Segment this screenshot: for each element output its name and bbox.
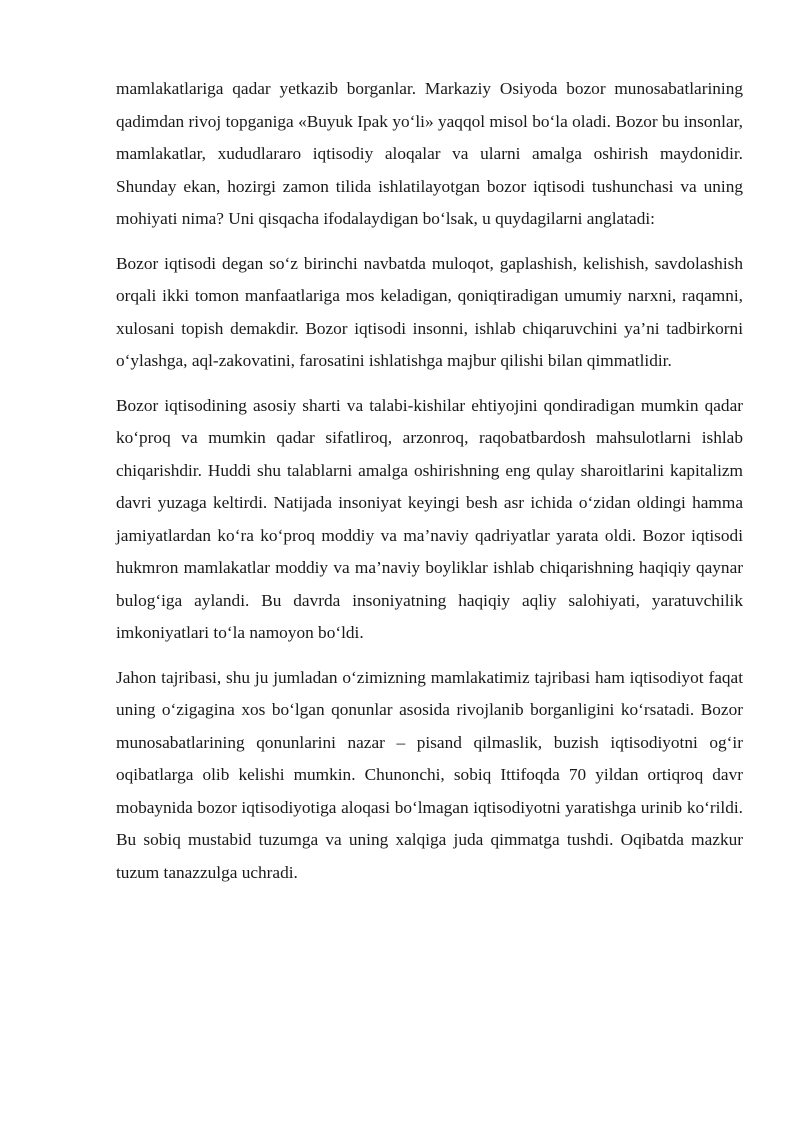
paragraph-2: Bozor iqtisodi degan so‘z birinchi navbatda muloqot, gaplashish, kelishish, savdolashish orqali ikki tomon manfaatlariga mos keladigan, qoniqtiradigan umumiy narxni, raqamni, xulosani topish demakdir. Bozor iqtisodi insonni, ishlab chiqaruvchini ya’ni tadbirkorni o‘ylashga, aql-zakovatini, farosatini ishlatishga majbur qilishi bilan qimmatlidir. [116,253,743,370]
paragraph-4: Jahon tajribasi, shu ju jumladan o‘zimizning mamlakatimiz tajribasi ham iqtisodiyot faqat uning o‘zigagina xos bo‘lgan qonunlar asosida rivojlanib borganligini ko‘rsatadi. Bozor munosabatlarining qonunlarini nazar – pisand qilmaslik, buzish iqtisodiyotni og‘ir oqibatlarga olib kelishi mumkin. Chunonchi, sobiq Ittifoqda 70 yildan ortiqroq davr mobaynida bozor iqtisodiyotiga aloqasi bo‘lmagan iqtisodiyotni yaratishga urinib ko‘rildi. Bu sobiq mustabid tuzumga va uning xalqiga juda qimmatga tushdi. Oqibatda mazkur tuzum tanazzulga uchradi. [116,667,743,882]
document-page [116,73,743,901]
paragraph-1: mamlakatlariga qadar yetkazib borganlar. Markaziy Osiyoda bozor munosabatlarining qadimdan rivoj topganiga «Buyuk Ipak yo‘li» yaqqol misol bo‘la oladi. Bozor bu insonlar, mamlakatlar, xududlararo iqtisodiy aloqalar va ularni amalga oshirish maydonidir. Shunday ekan, hozirgi zamon tilida ishlatilayotgan bozor iqtisodi tushunchasi va uning mohiyati nima? Uni qisqacha ifodalaydigan bo‘lsak, u quydagilarni anglatadi: [116,79,743,228]
paragraph-3: Bozor iqtisodining asosiy sharti va talabi-kishilar ehtiyojini qondiradigan mumkin qadar ko‘proq va mumkin qadar sifatliroq, arzonroq, raqobatbardosh mahsulotlarni ishlab chiqarishdir. Huddi shu talablarni amalga oshirishning eng qulay sharoitlarini kapitalizm davri yuzaga keltirdi. Natijada insoniyat keyingi besh asr ichida o‘zidan oldingi hamma jamiyatlardan ko‘ra ko‘proq moddiy va ma’naviy qadriyatlar yarata oldi. Bozor iqtisodi hukmron mamlakatlar moddiy va ma’naviy boyliklar ishlab chiqarishning haqiqiy qaynar bulog‘iga aylandi. Bu davrda insoniyatning haqiqiy aqliy salohiyati, yaratuvchilik imkoniyatlari to‘la namoyon bo‘ldi. [116,395,743,642]
